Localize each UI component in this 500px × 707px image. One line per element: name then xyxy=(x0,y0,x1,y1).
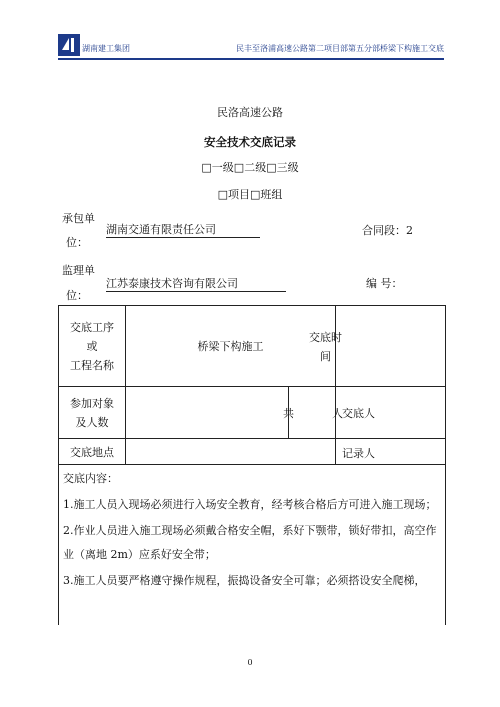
contractor-label-line2: 位： xyxy=(66,236,88,249)
procedure-label-line3: 工程名称 xyxy=(70,358,114,372)
road-title: 民洛高速公路 xyxy=(217,106,283,119)
company-name: 湖南建工集团 xyxy=(82,44,130,53)
contractor-value: 湖南交通有限责任公司 xyxy=(106,221,260,238)
recorder-label: 记录人 xyxy=(342,447,376,460)
briefing-time-value[interactable] xyxy=(309,306,446,387)
content-label: 交底内容： xyxy=(63,472,118,485)
participants-label-cell xyxy=(59,387,126,439)
document-number-label: 编 号： xyxy=(366,277,403,290)
contract-section-label: 合同段：2 xyxy=(362,224,413,237)
content-item-2: 2.作业人员进入施工现场必须戴合格安全帽，系好下颚带，锁好带扣，高空作业（离地 2m）应系好安全带； xyxy=(63,524,437,561)
supervisor-value: 江苏泰康技术咨询有限公司 xyxy=(106,275,286,292)
header-rule xyxy=(58,58,444,60)
procedure-label-line2: 或 xyxy=(86,339,98,353)
level-checkboxes[interactable]: □一级□二级□三级 xyxy=(201,161,299,174)
procedure-label-line1: 交底工序 xyxy=(70,320,114,334)
participant-count[interactable] xyxy=(289,387,344,439)
content-item-3: 3.施工人员要严格遵守操作规程，振捣设备安全可靠；必须搭设安全爬梯， xyxy=(63,574,426,587)
supervisor-label-line2: 位： xyxy=(66,289,88,302)
content-cell xyxy=(59,465,446,625)
content-item-1: 1.施工人员入现场必须进行入场安全教育，经考核合格后方可进入施工现场； xyxy=(63,498,437,511)
record-title: 安全技术交底记录 xyxy=(204,135,296,149)
scope-checkboxes[interactable]: □项目□班组 xyxy=(217,188,283,201)
project-header-title: 民丰至洛浦高速公路第二项目部第五分部桥梁下构施工交底 xyxy=(236,44,444,53)
participants-value[interactable] xyxy=(126,387,294,439)
participants-label-line1: 参加对象 xyxy=(70,396,114,410)
supervisor-label-line1: 监理单 xyxy=(62,264,95,277)
location-value[interactable] xyxy=(126,439,336,465)
participants-label-line2: 及人数 xyxy=(75,415,109,429)
location-label: 交底地点 xyxy=(59,439,126,465)
page-number: 0 xyxy=(247,658,253,667)
briefing-form-table xyxy=(58,305,446,625)
recorder-cell[interactable] xyxy=(336,439,446,465)
briefer-cell[interactable] xyxy=(336,387,446,439)
company-logo-icon xyxy=(58,34,80,56)
procedure-label-cell xyxy=(59,306,126,387)
procedure-value: 桥梁下构施工 xyxy=(126,306,336,387)
briefer-label: 交底人 xyxy=(342,407,376,420)
contractor-label-line1: 承包单 xyxy=(62,212,95,225)
person-unit-label: 人 xyxy=(332,407,344,420)
time-label-line1: 交底时 xyxy=(309,331,343,344)
total-label: 共 xyxy=(283,407,294,420)
time-label-line2: 间 xyxy=(320,350,332,363)
